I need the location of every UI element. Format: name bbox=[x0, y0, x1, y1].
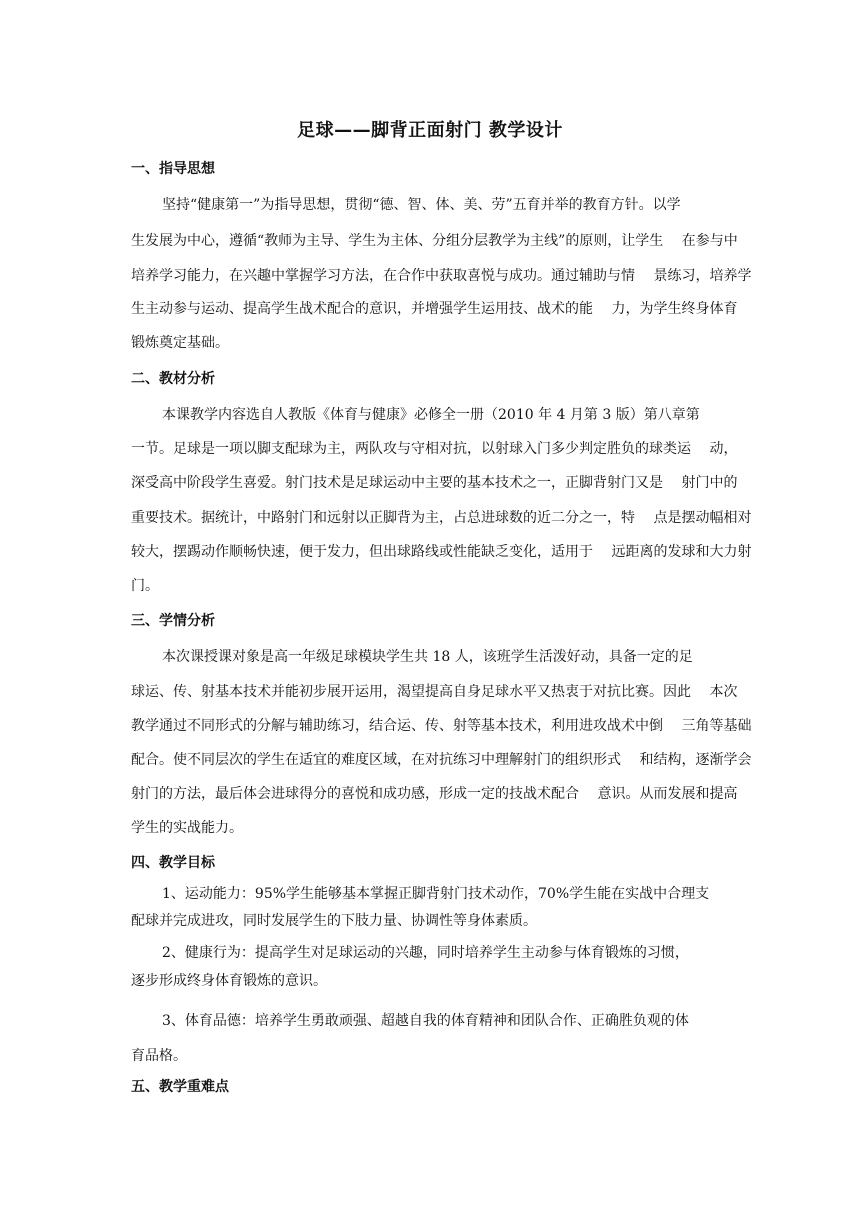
objective-line: 配球并完成进攻，同时发展学生的下肢力量、协调性等身体素质。 bbox=[131, 913, 537, 929]
paragraph-line: 重要技术。据统计，中路射门和远射以正脚背为主，占总进球数的近二分之一，特 点是摆动幅相对 bbox=[131, 510, 752, 526]
paragraph-line: 门。 bbox=[131, 578, 159, 594]
section-heading-textbook-analysis: 二、教材分析 bbox=[131, 371, 215, 387]
paragraph-line: 本课教学内容选自人教版《体育与健康》必修全一册（2010 年 4 月第 3 版）第八章第 bbox=[162, 407, 700, 423]
objective-line: 3、体育品德：培养学生勇敢顽强、超越自我的体育精神和团队合作、正确胜负观的体 bbox=[162, 1013, 689, 1029]
paragraph-line: 教学通过不同形式的分解与辅助练习，结合运、传、射等基本技术，利用进攻战术中倒 三角等基础 bbox=[131, 718, 752, 734]
paragraph-line: 培养学习能力，在兴趣中掌握学习方法，在合作中获取喜悦与成功。通过辅助与情 景练习，培养学 bbox=[131, 268, 752, 284]
paragraph-line: 一节。足球是一项以脚支配球为主，两队攻与守相对抗，以射球入门多少判定胜负的球类运 动， bbox=[131, 441, 738, 457]
paragraph-line: 锻炼奠定基础。 bbox=[131, 335, 229, 351]
paragraph-line: 本次课授课对象是高一年级足球模块学生共 18 人，该班学生活泼好动，具备一定的足 bbox=[162, 649, 693, 665]
paragraph-line: 坚持“健康第一”为指导思想，贯彻“德、智、体、美、劳”五育并举的教育方针。以学 bbox=[162, 197, 681, 213]
paragraph-line: 生主动参与运动、提高学生战术配合的意识，并增强学生运用技、战术的能 力，为学生终身体育 bbox=[131, 301, 738, 317]
paragraph-line: 射门的方法，最后体会进球得分的喜悦和成功感，形成一定的技战术配合 意识。从而发展和提高 bbox=[131, 786, 738, 802]
objective-line: 2、健康行为：提高学生对足球运动的兴趣，同时培养学生主动参与体育锻炼的习惯， bbox=[162, 945, 689, 961]
section-heading-key-difficulties: 五、教学重难点 bbox=[131, 1079, 229, 1095]
section-heading-teaching-objectives: 四、教学目标 bbox=[131, 855, 215, 871]
document-title: 足球——脚背正面射门 教学设计 bbox=[297, 120, 563, 141]
paragraph-line: 深受高中阶段学生喜爱。射门技术是足球运动中主要的基本技术之一，正脚背射门又是 射门中的 bbox=[131, 475, 738, 491]
paragraph-line: 配合。使不同层次的学生在适宜的难度区域，在对抗练习中理解射门的组织形式 和结构，逐渐学会 bbox=[131, 752, 752, 768]
objective-line: 逐步形成终身体育锻炼的意识。 bbox=[131, 973, 327, 989]
paragraph-line: 较大，摆踢动作顺畅快速，便于发力，但出球路线或性能缺乏变化，适用于 远距离的发球和大力射 bbox=[131, 544, 752, 560]
paragraph-line: 生发展为中心，遵循“教师为主导、学生为主体、分组分层教学为主线”的原则，让学生 在参与中 bbox=[131, 233, 738, 249]
paragraph-line: 球运、传、射基本技术并能初步展开运用，渴望提高自身足球水平又热衷于对抗比赛。因此 本次 bbox=[131, 684, 738, 700]
section-heading-student-analysis: 三、学情分析 bbox=[131, 613, 215, 629]
objective-line: 1、运动能力：95%学生能够基本掌握正脚背射门技术动作，70%学生能在实战中合理支 bbox=[162, 886, 710, 902]
paragraph-line: 学生的实战能力。 bbox=[131, 820, 243, 836]
objective-line: 育品格。 bbox=[131, 1048, 187, 1064]
section-heading-guiding-ideology: 一、指导思想 bbox=[131, 161, 215, 177]
